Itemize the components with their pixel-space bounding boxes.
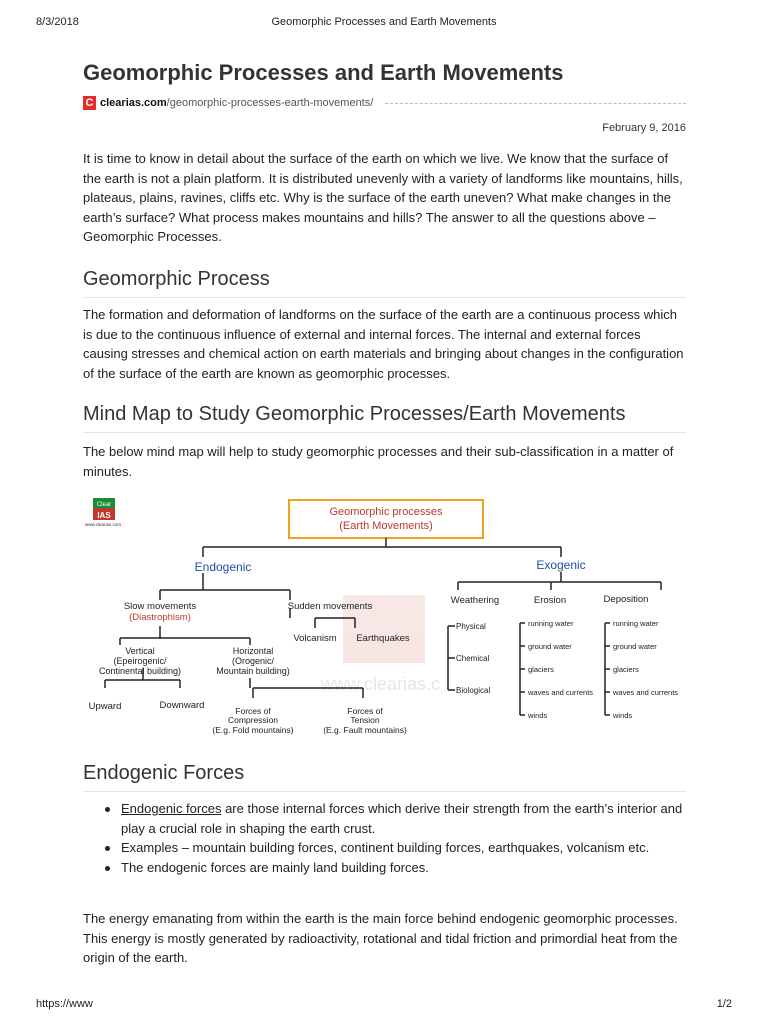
svg-text:Continental building): Continental building): [98, 666, 182, 676]
source-domain: clearias.com: [100, 97, 167, 109]
node-diastrophism: (Diastrophism): [129, 612, 191, 623]
list-item: Examples – mountain building forces, continent building forces, earthquakes, volcanism etc.: [121, 838, 686, 858]
logo-top-text: Clear: [96, 502, 112, 508]
clearias-mindmap-logo: [85, 498, 121, 527]
deposition-item: ground water: [613, 642, 657, 651]
heading-endogenic-forces: Endogenic Forces: [83, 762, 686, 792]
heading-mind-map: Mind Map to Study Geomorphic Processes/Earth Movements: [83, 403, 686, 433]
page-number: 1/2: [716, 998, 732, 1010]
list-item: Endogenic forces are those internal forces which derive their strength from the earth’s interior and play a crucial role in shaping the earth crust.: [121, 799, 686, 838]
source-path: /geomorphic-processes-earth-movements/: [166, 97, 374, 109]
endogenic-forces-link[interactable]: Endogenic forces: [121, 801, 222, 816]
print-date: 8/3/2018: [36, 16, 79, 28]
deposition-item: glaciers: [613, 665, 639, 674]
node-slow-movements: Slow movements: [123, 601, 197, 612]
closing-paragraph: The energy emanating from within the earth is the main force behind endogenic geomorphic processes. This energy is mostly generated by radioactivity, rotational and tidal friction and primordial heat from the origin of the earth.: [83, 911, 678, 965]
mind-map-svg: [85, 490, 685, 750]
intro-paragraph: It is time to know in detail about the surface of the earth on which we live. We know that the surface of the earth is not a plain platform. It is distributed unevenly with a variety of landforms like mountains, hills, plateaus, plains, ravines, cliffs etc. Why is the surface of the earth uneven? What make changes in the earth’s surface? What process makes mountains and hills? The answer to all the questions above – Geomorphic Processes.: [83, 151, 683, 244]
node-erosion: Erosion: [533, 595, 567, 606]
node-exogenic: Exogenic: [536, 558, 586, 572]
erosion-item: ground water: [528, 642, 572, 651]
svg-text:Mountain building): Mountain building): [216, 666, 290, 676]
article-title: Geomorphic Processes and Earth Movements: [83, 60, 564, 85]
logo-bottom-text: IAS: [97, 511, 111, 520]
publish-date: February 9, 2016: [602, 122, 686, 134]
watermark-text: www.clearias.c: [321, 674, 441, 694]
node-endogenic: Endogenic: [194, 560, 252, 574]
node-weathering: Weathering: [450, 595, 500, 606]
node-tension: Forces of: [347, 706, 383, 716]
node-vertical: Vertical: [125, 646, 155, 656]
node-earthquakes: Earthquakes: [356, 633, 410, 644]
heading-geomorphic-process: Geomorphic Process: [83, 268, 686, 298]
erosion-item: running water: [528, 619, 574, 628]
node-compression: Forces of: [235, 706, 271, 716]
source-link[interactable]: [100, 97, 373, 109]
node-upward: Upward: [88, 701, 122, 712]
source-line: [83, 96, 686, 112]
node-physical: Physical: [456, 622, 486, 631]
node-deposition: Deposition: [603, 594, 649, 605]
svg-text:(Orogenic/: (Orogenic/: [231, 656, 275, 666]
node-downward: Downward: [159, 700, 205, 711]
mindmap-intro: The below mind map will help to study geomorphic processes and their sub-classification in a matter of minutes.: [83, 444, 674, 479]
print-title: Geomorphic Processes and Earth Movements: [271, 16, 497, 28]
logo-url-text: www.clearias.com: [85, 522, 122, 527]
node-sudden-movements: Sudden movements: [287, 601, 373, 612]
print-footer-url: https://www: [36, 998, 93, 1010]
erosion-item: winds: [528, 711, 548, 720]
root-label-line1: Geomorphic processes: [329, 506, 443, 518]
svg-text:(E.g. Fold mountains): (E.g. Fold mountains): [212, 725, 294, 735]
endogenic-list: [83, 799, 686, 877]
mind-map-diagram: [85, 490, 685, 750]
deposition-item: waves and currents: [613, 688, 679, 697]
node-horizontal: Horizontal: [232, 646, 274, 656]
clearias-logo-icon: C: [83, 96, 96, 110]
root-label-line2: (Earth Movements): [339, 520, 433, 532]
deposition-item: running water: [613, 619, 659, 628]
node-biological: Biological: [456, 686, 491, 695]
svg-text:Tension: Tension: [350, 715, 380, 725]
list-item: The endogenic forces are mainly land building forces.: [121, 858, 686, 878]
svg-text:(E.g. Fault mountains): (E.g. Fault mountains): [323, 725, 407, 735]
svg-text:Compression: Compression: [227, 715, 279, 725]
erosion-item: glaciers: [528, 665, 554, 674]
process-paragraph: The formation and deformation of landforms on the surface of the earth are a continuous process which is due to the continuous influence of external and internal forces. The internal and external forces causing stresses and chemical action on earth materials and bringing about changes in the configuration of the surface of the earth are known as geomorphic processes.: [83, 307, 684, 381]
erosion-item: waves and currents: [528, 688, 594, 697]
node-volcanism: Volcanism: [293, 633, 337, 644]
svg-text:(Epeirogenic/: (Epeirogenic/: [113, 656, 167, 666]
deposition-item: winds: [613, 711, 633, 720]
node-chemical: Chemical: [456, 654, 490, 663]
dashed-divider: [385, 103, 686, 104]
